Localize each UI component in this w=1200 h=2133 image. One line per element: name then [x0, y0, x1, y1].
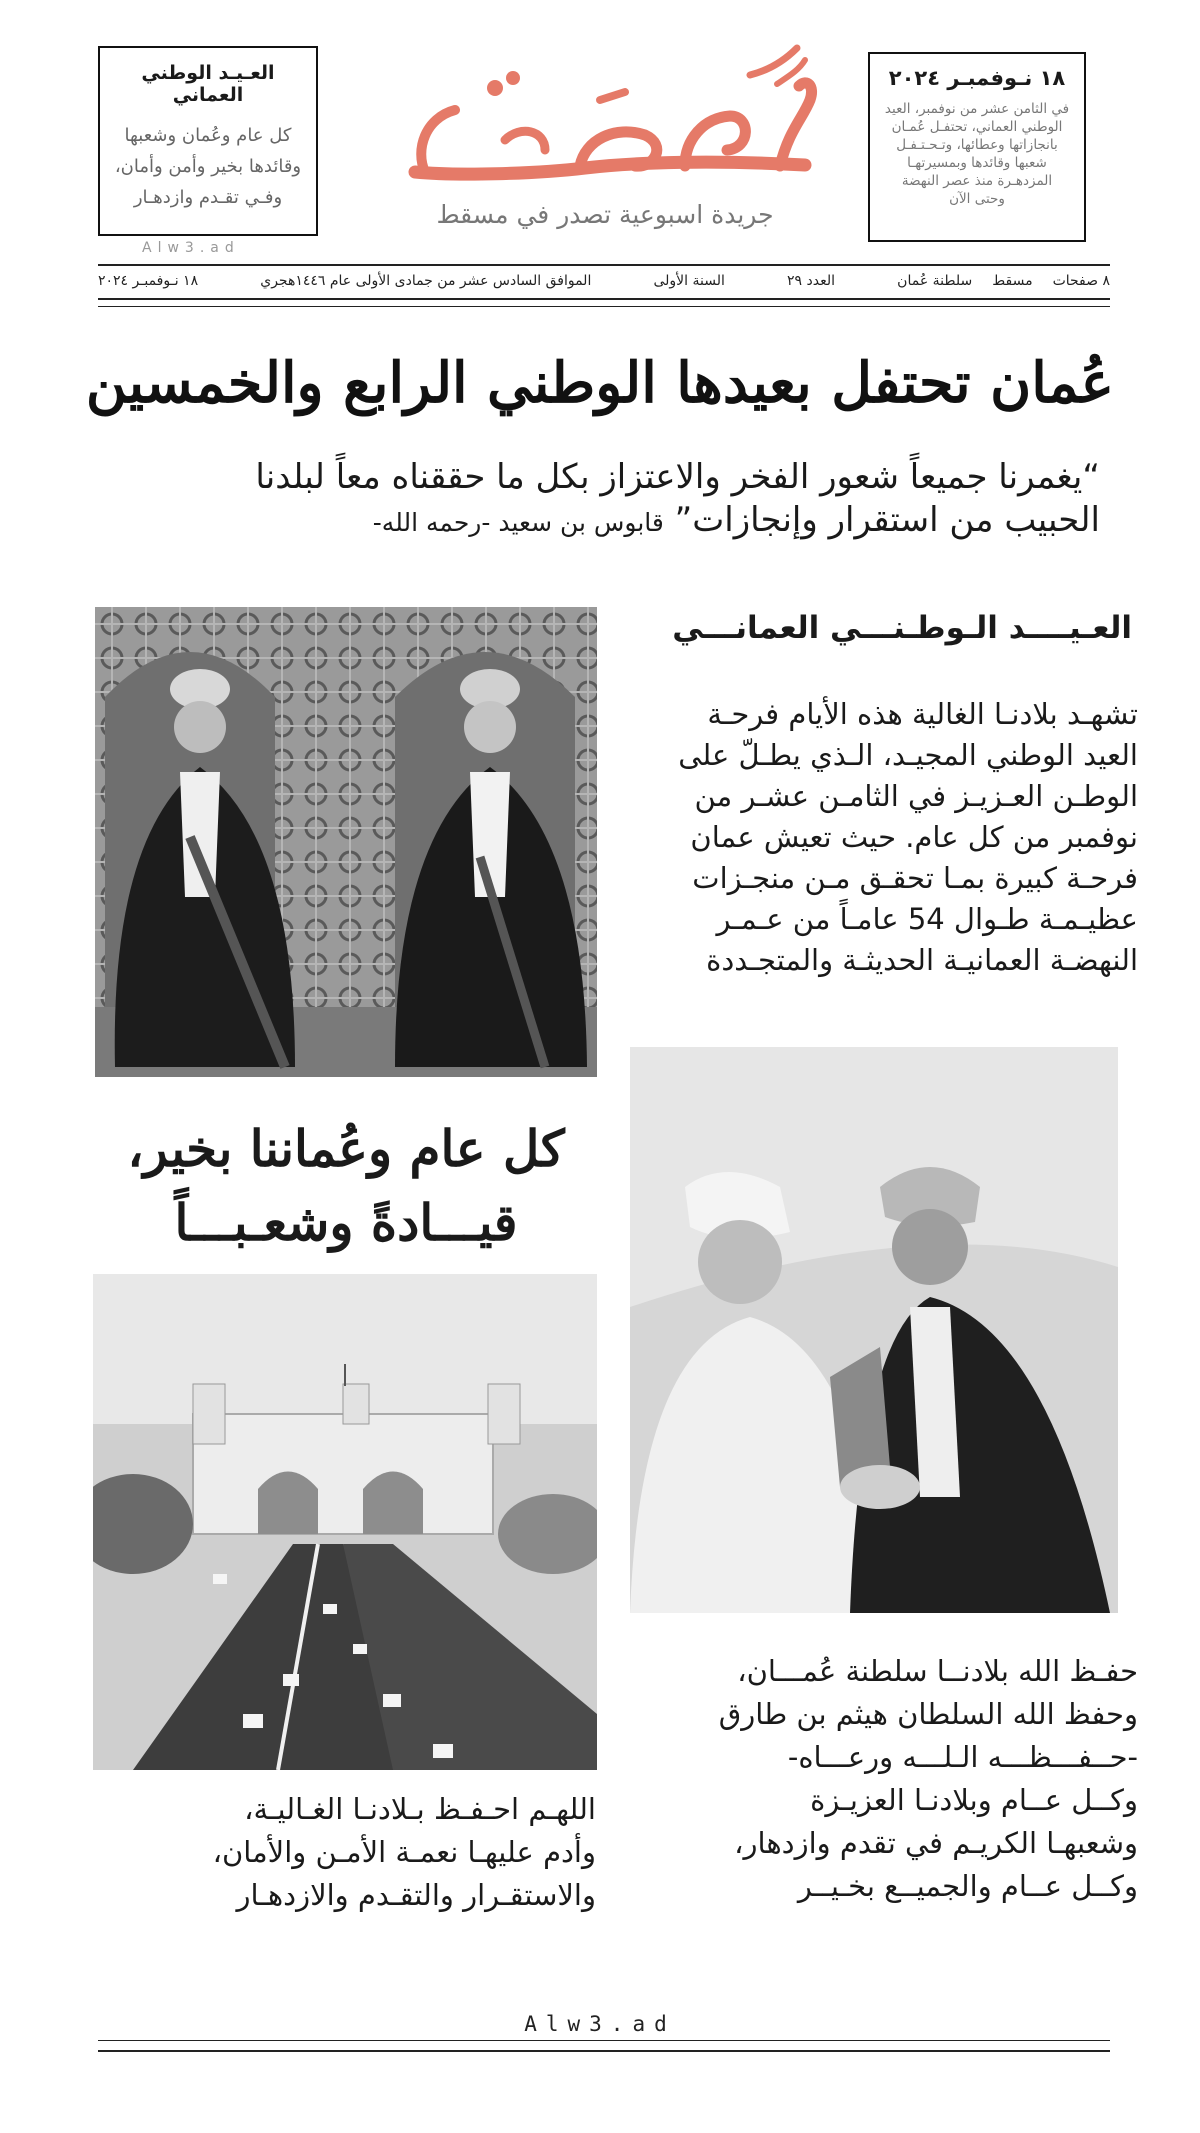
greeting-line-1: كل عام وعُماننا بخير، — [127, 1119, 565, 1178]
masthead-logo — [385, 40, 825, 190]
divider — [98, 306, 1110, 307]
right-box-line: المزدهـرة منذ عصر النهضة — [901, 173, 1053, 189]
article-line: الوطـن العـزيـز في الثامـن عشـر من — [694, 779, 1138, 813]
issue-year: السنة الأولى — [653, 273, 725, 289]
divider — [98, 298, 1110, 300]
left-box-line: كل عام وعُمان وشعبها — [124, 125, 292, 146]
quote-text: الحبيب من استقرار وإنجازات” — [674, 500, 1100, 540]
issue-date: ١٨ نـوفمبـر ٢٠٢٤ — [98, 273, 199, 289]
left-info-box — [98, 46, 318, 236]
divider — [98, 264, 1110, 266]
article-line: تشهـد بلادنـا الغالية هذه الأيام فرحـة — [707, 697, 1138, 731]
handshake-photo — [630, 1047, 1118, 1613]
footer-divider — [98, 2040, 1110, 2041]
prayer-line: وشعبهـا الكريـم في تقدم وازدهار، — [734, 1826, 1138, 1860]
masthead-tagline: جريدة اسبوعية تصدر في مسقط — [436, 200, 774, 229]
prayer-line: اللهـم احـفـظ بـلادنـا الغـاليـة، — [244, 1792, 596, 1826]
issue-number: العدد ٢٩ — [787, 273, 836, 289]
hijri-date: الموافق السادس عشر من جمادى الأولى عام ١٤٤٦هجري — [260, 273, 592, 289]
left-box-line: وقائدها بخير وأمن وأمان، — [114, 156, 302, 177]
watermark: Alw3.ad — [142, 240, 240, 256]
quote-line-2 — [100, 500, 1100, 543]
right-box-date: ١٨ نـوفمبـر ٢٠٢٤ — [888, 66, 1066, 90]
footer-watermark: Alw3.ad — [524, 2012, 676, 2036]
prayer-line: وأدم عليهـا نعمـة الأمـن والأمان، — [212, 1835, 596, 1869]
page-count: ٨ صفحات — [1052, 273, 1110, 289]
leaders-portrait-photo — [95, 607, 597, 1077]
article-line: العيد الوطني المجيـد، الـذي يطـلّ على — [678, 738, 1138, 772]
prayer-line: وكــل عــام والجميــع بخـيــر — [797, 1869, 1138, 1903]
right-box-line: شعبها وقائدها وبمسيرتهـا — [907, 155, 1047, 171]
fort-road-photo — [93, 1274, 597, 1770]
left-box-line: وفـي تقـدم وازدهـار — [133, 187, 283, 208]
location-group — [897, 273, 1110, 289]
quote-attribution: قابوس بن سعيد -رحمه الله- — [372, 508, 664, 537]
prayer-line: والاستقـرار والتقـدم والازدهـار — [236, 1878, 596, 1912]
prayer-line: وكــل عــام وبلادنـا العزيـزة — [810, 1783, 1138, 1817]
article-line: النهضـة العمانيـة الحديثـة والمتجـددة — [706, 943, 1138, 977]
left-box-body — [110, 120, 306, 213]
right-box-line: في الثامن عشر من نوفمبر، العيد — [884, 101, 1070, 117]
article-body — [610, 694, 1138, 981]
footer-divider — [98, 2050, 1110, 2052]
right-box-body — [880, 100, 1074, 208]
city: مسقط — [992, 273, 1033, 289]
right-box-line: وحتى الآن — [949, 191, 1005, 207]
main-headline: عُمان تحتفل بعيدها الوطني الرابع والخمسين — [85, 350, 1115, 416]
section-heading: العـيــــد الـوطـنـــي العمانـــي — [672, 610, 1132, 646]
issue-info-bar — [98, 268, 1110, 294]
article-line: عظيـمـة طـوال 54 عامـاً من عـمـر — [716, 902, 1138, 936]
prayer-line: حفـظ الله بلادنــا سلطنة عُمـــان، — [737, 1654, 1138, 1688]
prayer-line: وحفظ الله السلطان هيثم بن طارق — [718, 1697, 1138, 1731]
country: سلطنة عُمان — [897, 273, 973, 289]
right-info-box — [868, 52, 1086, 242]
right-box-line: بانجازاتها وعطائها، وتـحـتـفـل — [896, 137, 1058, 153]
prayer-text-left — [96, 1788, 596, 1917]
left-box-title: العـيـد الوطني العماني — [141, 62, 275, 106]
quote-line-1: “يغمرنا جميعاً شعور الفخر والاعتزاز بكل ما حققناه معاً لبلدنا — [255, 457, 1100, 497]
article-line: نوفمبر من كل عام. حيث تعيش عمان — [690, 820, 1138, 854]
greeting-title — [96, 1112, 596, 1260]
article-line: فرحـة كبيرة بمـا تحقـق مـن منجـزات — [692, 861, 1138, 895]
greeting-line-2: قيـــادةً وشعـبـــاً — [174, 1193, 518, 1252]
prayer-text-right — [628, 1650, 1138, 1908]
prayer-line: -حــفـــظـــه الـلـــه ورعـــاه- — [787, 1740, 1138, 1774]
right-box-line: الوطني العماني، تحتفـل عُمـان — [891, 119, 1063, 135]
